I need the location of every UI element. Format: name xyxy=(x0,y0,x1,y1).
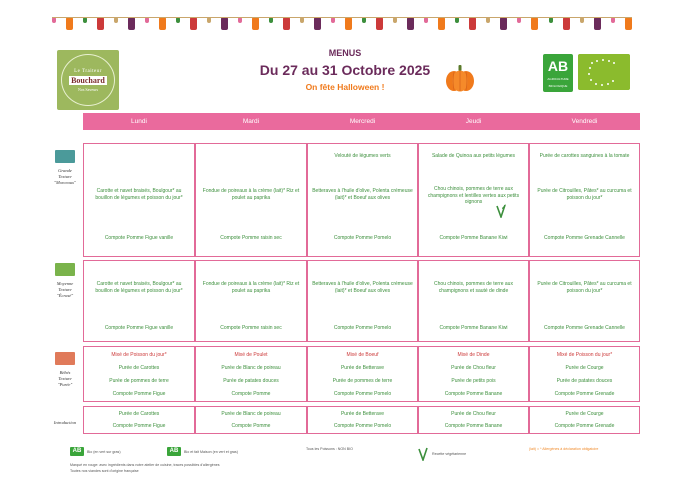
row-label-line: "Purée" xyxy=(57,382,73,387)
cell-intro-lundi xyxy=(83,406,195,434)
cell-grande-vendredi xyxy=(529,143,640,257)
menu-item: Compote Pomme Pomelo xyxy=(333,325,392,331)
grande-texture-icon xyxy=(55,150,75,163)
cell-grande-lundi xyxy=(83,143,195,257)
legend-bio-local xyxy=(167,447,238,456)
halloween-garland xyxy=(52,14,632,42)
garland-ornament-icon xyxy=(438,17,445,30)
menu-item: Purée de Chou fleur xyxy=(451,411,496,417)
legend-bio xyxy=(70,447,121,456)
menu-item: Purée de Betterave xyxy=(340,411,385,417)
menu-item: Fondue de poireaux à la crème (lait)* Riz et poulet au paprika xyxy=(202,281,300,294)
row-label-line: Bébés xyxy=(59,370,71,375)
menu-item: Purée de Betterave xyxy=(340,365,385,371)
menu-item: Chou chinois, pommes de terre aux champignons et lentilles vertes aux petits oignons xyxy=(427,186,520,205)
menu-item: Compote Pomme Figue xyxy=(112,423,166,429)
menu-item: Compote Pomme Pomelo xyxy=(333,391,392,397)
date-range: Du 27 au 31 Octobre 2025 xyxy=(259,62,431,78)
row-label-line: Grande xyxy=(58,168,72,173)
menu-item: Compote Pomme Grenade Cannelle xyxy=(544,235,625,241)
moyenne-texture-icon xyxy=(55,263,75,276)
menu-item: Velouté de légumes verts xyxy=(334,153,391,159)
cell-moyenne-mercredi xyxy=(307,260,418,342)
row-label-introduction xyxy=(50,420,80,426)
menu-item: Purée de Carottes xyxy=(118,365,160,371)
menu-item: Purée de Citrouilles, Pâtes* au curcuma et poisson du jour* xyxy=(537,188,632,201)
purée-texture-icon xyxy=(55,352,75,365)
menu-item: Betteraves à l'huile d'olive, Polenta crémeuse (lait)* et Boeuf aux olives xyxy=(312,188,413,201)
title-block xyxy=(220,48,470,92)
ab-sub1: AGRICULTURE xyxy=(547,77,569,81)
cell-intro-vendredi xyxy=(529,406,640,434)
menu-item: Compote Pomme Grenade Cannelle xyxy=(544,325,625,331)
menu-item: Purée de petits pois xyxy=(451,378,496,384)
cell-puree-lundi xyxy=(83,346,195,402)
menu-item: Compote Pomme Figue vanille xyxy=(104,325,174,331)
garland-ornament-icon xyxy=(252,17,259,30)
day-header-lundi: Lundi xyxy=(83,113,195,130)
menu-item: Chou chinois, pommes de terre aux champignons et sauté de dinde xyxy=(434,281,513,294)
legend-bio-text: Bio (en vert sur gras) xyxy=(87,449,121,454)
row-label-bebes xyxy=(50,352,80,388)
theme-text: On fête Halloween ! xyxy=(305,82,385,92)
legend-vege xyxy=(418,447,466,461)
garland-ornament-icon xyxy=(625,17,632,30)
cell-intro-jeudi xyxy=(418,406,529,434)
cell-puree-mercredi xyxy=(307,346,418,402)
menu-item: Purée de Courge xyxy=(565,365,604,371)
row-label-line: "Écrasé" xyxy=(56,293,74,298)
menu-item: Salade de Quinoa aux petits légumes xyxy=(431,153,516,159)
day-header-jeudi: Jeudi xyxy=(418,113,529,130)
menu-item: Mixé de Boeuf xyxy=(346,352,379,358)
legend-vege-text: Recette végétarienne xyxy=(432,452,467,456)
menu-item: Compote Pomme Pomelo xyxy=(333,235,392,241)
menu-item: Compote Pomme Figue vanille xyxy=(104,235,174,241)
menu-item: Fondue de poireaux à la crème (lait)* Riz et poulet au paprika xyxy=(202,188,300,201)
cell-intro-mercredi xyxy=(307,406,418,434)
menu-item: Compote Pomme Figue xyxy=(112,391,166,397)
row-label-line: Moyenne xyxy=(56,281,74,286)
garland-ornament-icon xyxy=(66,17,73,30)
menu-item: Compote Pomme xyxy=(231,423,271,429)
menu-item: Purée de patates douces xyxy=(556,378,613,384)
ab-sub2: BIOLOGIQUE xyxy=(548,84,568,88)
menu-item: Purée de pommes de terre xyxy=(332,378,393,384)
menu-item: Purée de patates douces xyxy=(223,378,279,384)
menu-item: Mixé de Poisson du jour* xyxy=(556,352,613,358)
row-label-line: Introduction xyxy=(53,420,77,425)
menu-item: Mixé de Poisson du jour* xyxy=(111,352,167,358)
menu-item: Purée de Blanc de poireau xyxy=(221,365,281,371)
menu-item: Compote Pomme Banane Kiwi xyxy=(439,325,508,331)
logo-line2: Bouchard xyxy=(71,75,105,85)
logo-line1: Le Traiteur xyxy=(74,68,102,74)
row-label-line: Texture xyxy=(58,174,72,179)
menu-item: Purée de pommes de terre xyxy=(109,378,169,384)
garland-ornament-icon xyxy=(128,17,135,30)
menu-item: Mixé de Dinde xyxy=(457,352,490,358)
menu-item: Compote Pomme Grenade xyxy=(554,391,615,397)
row-label-grande xyxy=(50,150,80,186)
cell-grande-mardi xyxy=(195,143,307,257)
cell-moyenne-mardi xyxy=(195,260,307,342)
menu-item: Purée de Citrouilles, Pâtes* au curcuma et poisson du jour* xyxy=(537,281,632,294)
menu-item: Compote Pomme Banane xyxy=(444,391,503,397)
menus-heading: MENUS xyxy=(328,48,362,58)
menu-item: Purée de Blanc de poireau xyxy=(221,411,281,417)
eu-organic-leaf-icon xyxy=(578,54,630,90)
ab-text: AB xyxy=(547,58,569,74)
cell-puree-vendredi xyxy=(529,346,640,402)
menu-item: Compote Pomme Grenade xyxy=(554,423,615,429)
garland-ornament-icon xyxy=(221,17,228,30)
garland-ornament-icon xyxy=(314,17,321,30)
ab-mini-icon: AB xyxy=(70,447,84,456)
vegetarian-leaf-icon xyxy=(496,204,506,218)
cell-moyenne-vendredi xyxy=(529,260,640,342)
garland-ornament-icon xyxy=(563,17,570,30)
menu-item: Carotte et navet braisés, Boulgour* au bouillon de légumes et poisson du jour* xyxy=(95,281,183,294)
menu-item: Compote Pomme raisin sec xyxy=(220,325,282,331)
day-header-mercredi: Mercredi xyxy=(307,113,418,130)
pumpkin-icon xyxy=(444,64,476,92)
garland-ornament-icon xyxy=(376,17,383,30)
garland-ornament-icon xyxy=(531,17,538,30)
garland-ornament-icon xyxy=(283,17,290,30)
garland-ornament-icon xyxy=(594,17,601,30)
footer-line1: Marqué en rouge: avec ingrédients dans notre atelier de cuisine, traces possibles d'allergènes xyxy=(70,463,220,467)
cell-moyenne-lundi xyxy=(83,260,195,342)
menu-item: Purée de Chou fleur xyxy=(451,365,496,371)
menu-item: Compote Pomme Banane xyxy=(444,423,503,429)
cell-intro-mardi xyxy=(195,406,307,434)
menu-item: Betteraves à l'huile d'olive, Polenta crémeuse (lait)* et Boeuf aux olives xyxy=(312,281,413,294)
garland-ornament-icon xyxy=(469,17,476,30)
row-label-line: Texture xyxy=(58,376,72,381)
menu-item: Carotte et navet braisés, Boulgour* au bouillon de légumes et poisson du jour* xyxy=(95,188,183,201)
ab-mini-icon: AB xyxy=(167,447,181,456)
cell-grande-jeudi xyxy=(418,143,529,257)
legend-bio-local-text: Bio et fait Maison (en vert et gras) xyxy=(184,449,238,454)
menu-item: Compote Pomme raisin sec xyxy=(220,235,282,241)
menu-item: Purée de carottes sanguines à la tomate xyxy=(539,153,630,159)
legend-poisson-text: Tous les Poissons : NON BIO xyxy=(306,447,353,451)
legend-allergen-text: (lait) = * Allergènes à déclaration obligatoire xyxy=(529,447,599,451)
row-label-line: Texture xyxy=(58,287,72,292)
row-label-line: "Morceaux" xyxy=(54,180,76,185)
garland-ornament-icon xyxy=(407,17,414,30)
garland-ornament-icon xyxy=(97,17,104,30)
legend-poisson xyxy=(306,447,353,451)
footer-line2: Toutes nos viandes sont d'origine française xyxy=(70,469,139,473)
menu-item: Mixé de Poulet xyxy=(234,352,268,358)
day-header-vendredi: Vendredi xyxy=(529,113,640,130)
menu-item: Purée de Carottes xyxy=(118,411,160,417)
vegetarian-leaf-icon xyxy=(418,447,428,461)
day-header-mardi: Mardi xyxy=(195,113,307,130)
legend-allergen xyxy=(529,447,598,451)
ab-organic-logo xyxy=(543,54,573,92)
caterer-logo xyxy=(57,50,119,110)
menu-item: Purée de Courge xyxy=(565,411,604,417)
cell-moyenne-jeudi xyxy=(418,260,529,342)
menu-item: Compote Pomme Pomelo xyxy=(333,423,392,429)
cell-puree-jeudi xyxy=(418,346,529,402)
garland-ornament-icon xyxy=(345,17,352,30)
cell-grande-mercredi xyxy=(307,143,418,257)
garland-ornament-icon xyxy=(159,17,166,30)
logo-line3: Nos Saveurs xyxy=(77,86,99,92)
menu-item: Compote Pomme xyxy=(231,391,271,397)
garland-ornament-icon xyxy=(500,17,507,30)
garland-ornament-icon xyxy=(190,17,197,30)
row-label-moyenne xyxy=(50,263,80,299)
menu-item: Compote Pomme Banane Kiwi xyxy=(439,235,508,241)
cell-puree-mardi xyxy=(195,346,307,402)
